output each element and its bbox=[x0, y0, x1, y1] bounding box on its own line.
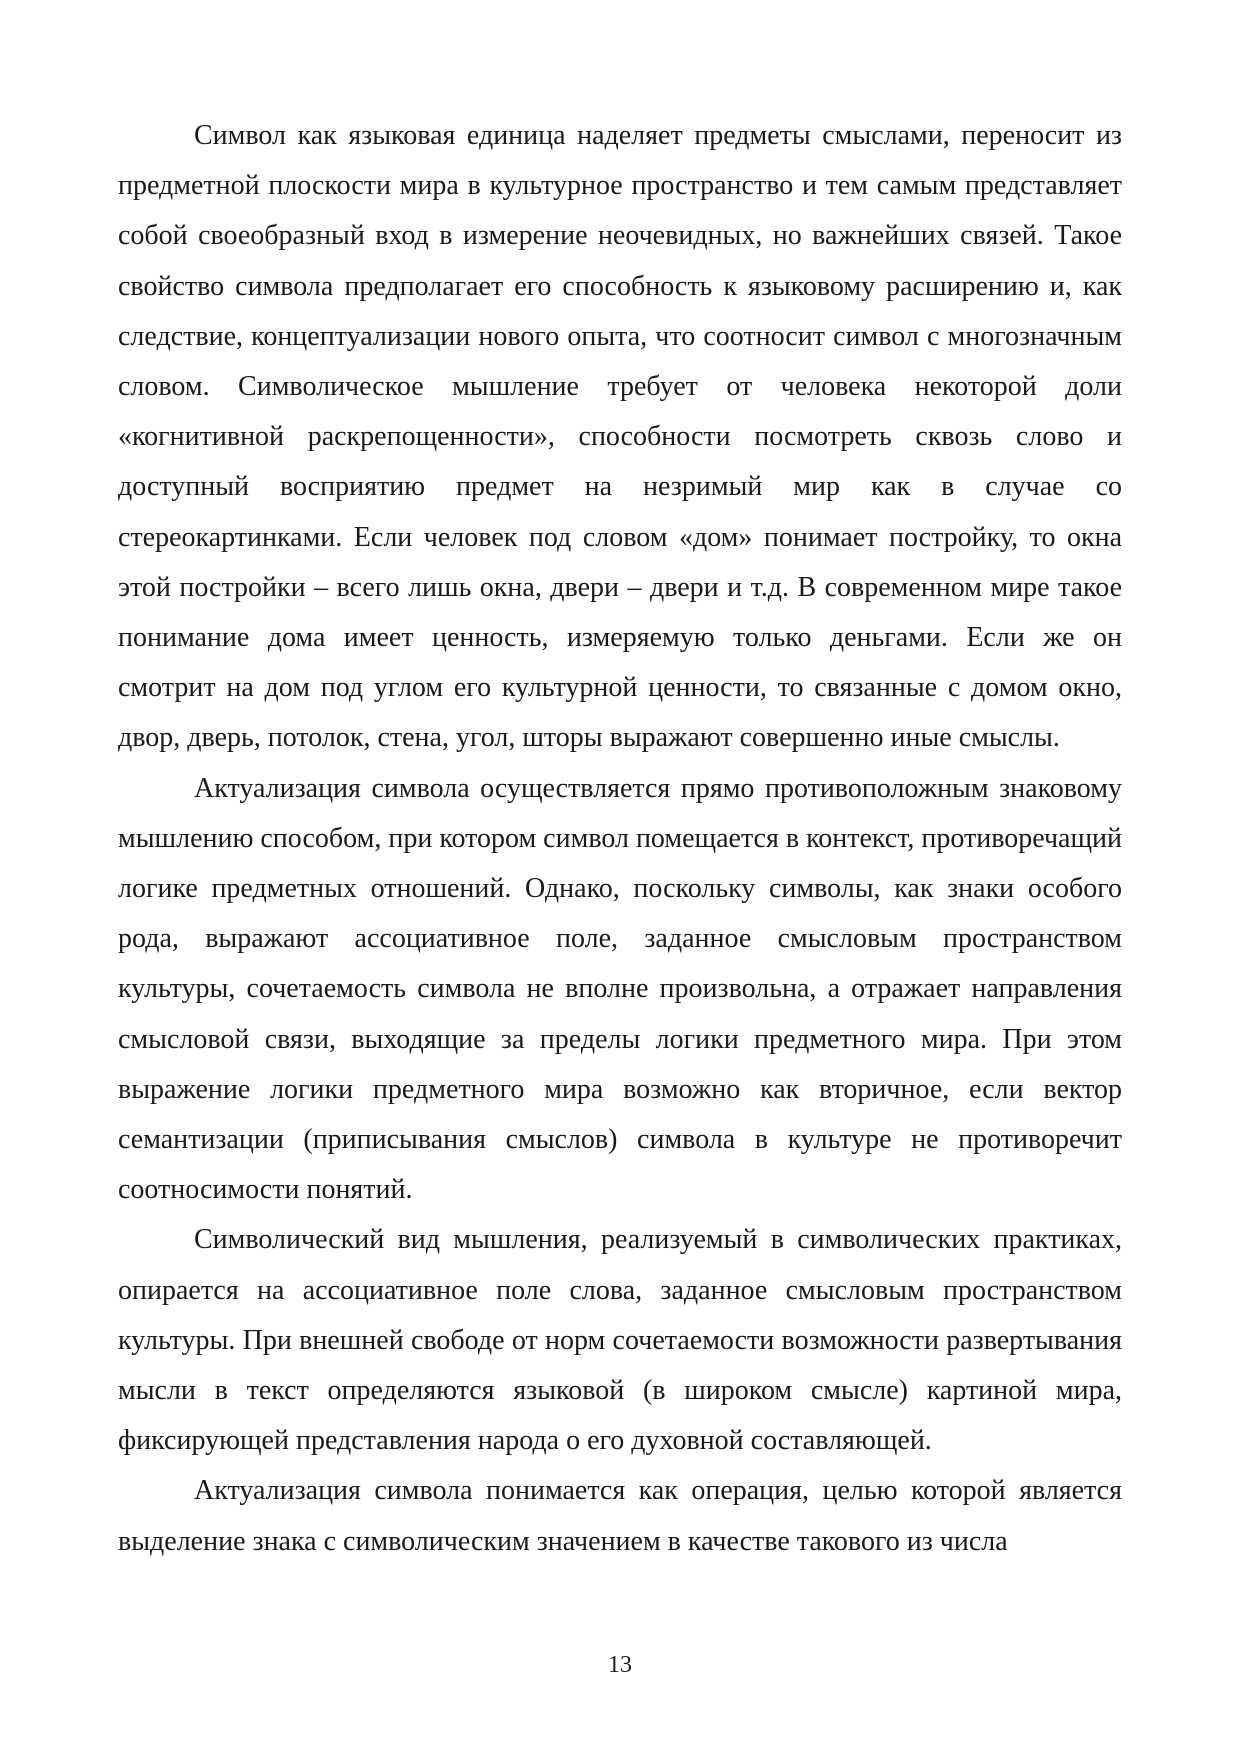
paragraph-4: Актуализация символа понимается как операция, целью которой является выделение знака с символическим значением в качестве такового из числа bbox=[118, 1475, 1122, 1557]
paragraph-3: Символический вид мышления, реализуемый в символических практиках, опирается на ассоциативное поле слова, заданное смысловым пространством культуры. При внешней свободе от норм сочетаемости возможности развертывания мысли в текст определяются языковой (в широком смысле) картиной мира, фиксирующей представления народа о его духовной составляющей. bbox=[118, 1224, 1122, 1457]
page-number: 13 bbox=[608, 1652, 632, 1678]
paragraph-1: Символ как языковая единица наделяет предметы смыслами, переносит из предметной плоскости мира в культурное пространство и тем самым представляет собой своеобразный вход в измерение неочевидных, но важнейших связей. Такое свойство символа предполагает его способность к языковому расширению и, как следствие, концептуализации нового опыта, что соотносит символ с многозначным словом. Символическое мышление требует от человека некоторой доли «когнитивной раскрепощенности», способности посмотреть сквозь слово и доступный восприятию предмет на незримый мир как в случае со стереокартинками. Если человек под словом «дом» понимает постройку, то окна этой постройки – всего лишь окна, двери – двери и т.д. В современном мире такое понимание дома имеет ценность, измеряемую только деньгами. Если же он смотрит на дом под углом его культурной ценности, то связанные с домом окно, двор, дверь, потолок, стена, угол, шторы выражают совершенно иные смыслы. bbox=[118, 120, 1122, 754]
paragraph-2: Актуализация символа осуществляется прямо противоположным знаковому мышлению способом, при котором символ помещается в контекст, противоречащий логике предметных отношений. Однако, поскольку символы, как знаки особого рода, выражают ассоциативное поле, заданное смысловым пространством культуры, сочетаемость символа не вполне произвольна, а отражает направления смысловой связи, выходящие за пределы логики предметного мира. При этом выражение логики предметного мира возможно как вторичное, если вектор семантизации (приписывания смыслов) символа в культуре не противоречит соотносимости понятий. bbox=[118, 772, 1122, 1206]
body-text bbox=[118, 111, 1122, 1567]
